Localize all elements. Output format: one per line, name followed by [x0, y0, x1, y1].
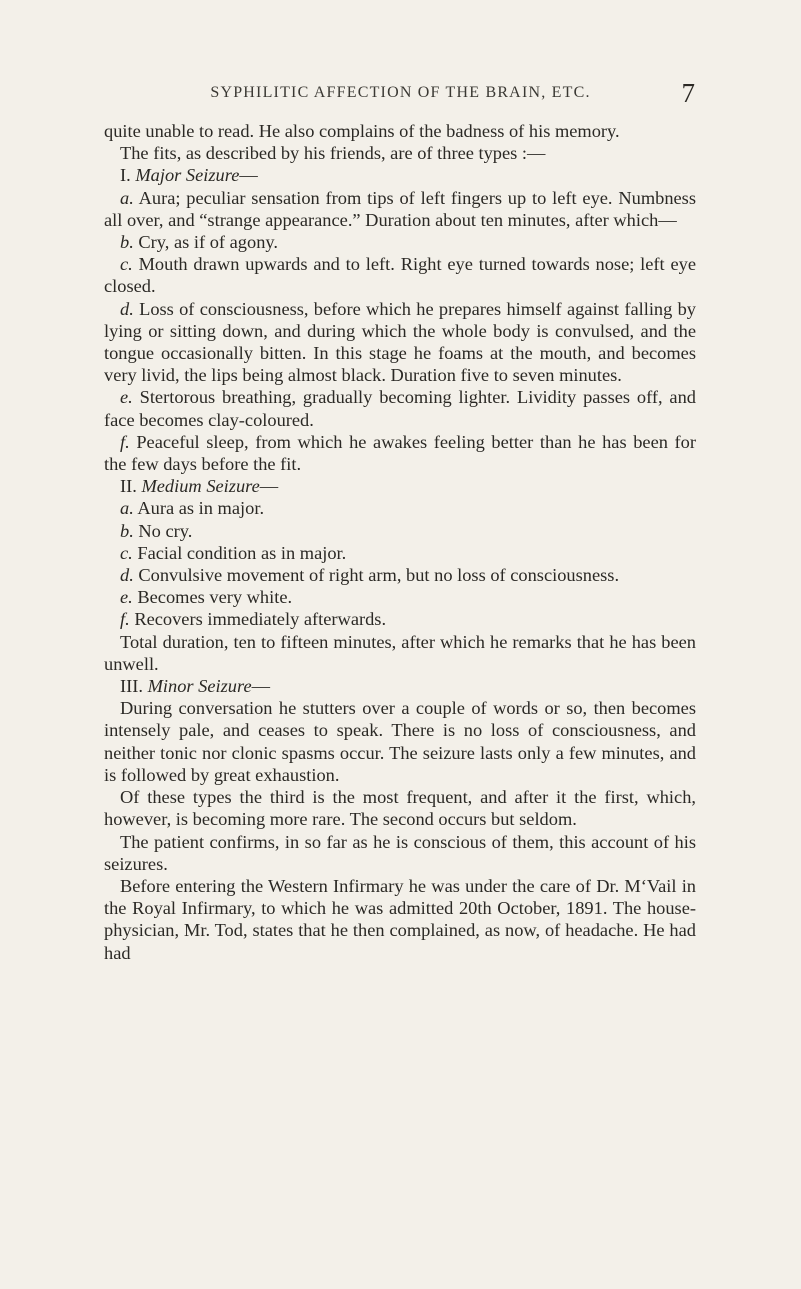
paragraph-prefix: f.	[120, 609, 130, 630]
paragraph	[104, 497, 696, 519]
paragraph-text: —	[251, 676, 270, 697]
paragraph	[104, 520, 696, 542]
paragraph-prefix: I.	[120, 165, 136, 186]
paragraph	[104, 120, 696, 142]
paragraph-prefix: II.	[120, 476, 142, 497]
paragraph-prefix: e.	[120, 587, 133, 608]
paragraph-prefix: c.	[120, 542, 133, 563]
paragraph-text: No cry.	[133, 520, 193, 541]
paragraph-heading: Minor Seizure	[147, 676, 252, 697]
paragraph-prefix: e.	[120, 387, 133, 408]
paragraph	[104, 253, 696, 297]
paragraph-heading: Medium Seizure	[141, 476, 260, 497]
page-number: 7	[681, 78, 695, 108]
body-text	[104, 120, 696, 964]
paragraph	[104, 564, 696, 586]
paragraph-text: Aura as in major.	[133, 498, 265, 519]
paragraph-text: During conversation he stutters over a couple of words or so, then becomes intensely pale, and ceases to speak. There is no loss of consciousness, and neither tonic nor clonic spasms occur. The seizure lasts only a few minutes, and is followed by great exhaustion.	[104, 698, 696, 785]
paragraph-prefix: b.	[120, 520, 134, 541]
paragraph	[104, 475, 696, 497]
paragraph-heading: Major Seizure	[135, 165, 240, 186]
paragraph	[104, 786, 696, 830]
paragraph	[104, 875, 696, 964]
paragraph-text: Total duration, ten to fifteen minutes, after which he remarks that he has been unwell.	[104, 631, 696, 674]
paragraph	[104, 187, 696, 231]
paragraph-text: Loss of consciousness, before which he prepares himself against falling by lying or sitting down, and during which the whole body is convulsed, and the tongue occasionally bitten. In this stage he foams at the mouth, and becomes very livid, the lips being almost black. Duration five to seven minutes.	[104, 298, 696, 386]
paragraph-prefix: b.	[120, 232, 134, 253]
paragraph	[104, 675, 696, 697]
paragraph-prefix: d.	[120, 298, 134, 319]
paragraph	[104, 831, 696, 875]
paragraph-text: Facial condition as in major.	[132, 542, 347, 563]
paragraph-text: Convulsive movement of right arm, but no loss of consciousness.	[133, 565, 620, 586]
running-title: SYPHILITIC AFFECTION OF THE BRAIN, ETC.	[210, 84, 591, 101]
paragraph-text: Stertorous breathing, gradually becoming lighter. Lividity passes off, and face becomes clay-coloured.	[104, 387, 696, 430]
paragraph-text: Cry, as if of agony.	[133, 232, 278, 253]
paragraph	[104, 431, 696, 475]
paragraph-text: Before entering the Western Infirmary he was under the care of Dr. M‘Vail in the Royal Infirmary, to which he was admitted 20th October, 1891. The house-physician, Mr. Tod, states that he then complained, as now, of headache. He had had	[104, 875, 696, 963]
paragraph-text: —	[259, 476, 279, 497]
paragraph-prefix: a.	[120, 187, 134, 208]
paragraph-prefix: f.	[120, 431, 130, 452]
paragraph-text: Of these types the third is the most frequent, and after it the first, which, however, is becoming more rare. The second occurs but seldom.	[104, 787, 696, 830]
paragraph-prefix: d.	[120, 565, 134, 586]
running-header	[0, 80, 801, 110]
paragraph	[104, 697, 696, 786]
paragraph-text: Recovers immediately afterwards.	[129, 609, 387, 630]
paragraph	[104, 231, 696, 253]
paragraph	[104, 298, 696, 387]
paragraph	[104, 608, 696, 630]
paragraph	[104, 142, 696, 164]
paragraph-text: The fits, as described by his friends, are of three types :—	[120, 143, 546, 164]
paragraph-text: —	[239, 165, 258, 186]
paragraph	[104, 586, 696, 608]
paragraph	[104, 164, 696, 186]
paragraph-text: Mouth drawn upwards and to left. Right eye turned towards nose; left eye closed.	[104, 254, 696, 297]
paragraph-prefix: III.	[120, 676, 148, 697]
paragraph	[104, 542, 696, 564]
paragraph	[104, 631, 696, 675]
paragraph-text: quite unable to read. He also complains of the badness of his memory.	[104, 121, 620, 141]
paragraph-prefix: c.	[120, 254, 133, 275]
paragraph-text: The patient confirms, in so far as he is conscious of them, this account of his seizures.	[104, 831, 696, 874]
paragraph-text: Aura; peculiar sensation from tips of left fingers up to left eye. Numbness all over, and “strange appearance.” Duration about ten minutes, after which—	[104, 187, 696, 230]
paragraph-prefix: a.	[120, 498, 134, 519]
paragraph-text: Peaceful sleep, from which he awakes feeling better than he has been for the few days before the fit.	[104, 431, 696, 475]
paragraph	[104, 386, 696, 430]
paragraph-text: Becomes very white.	[132, 587, 293, 608]
